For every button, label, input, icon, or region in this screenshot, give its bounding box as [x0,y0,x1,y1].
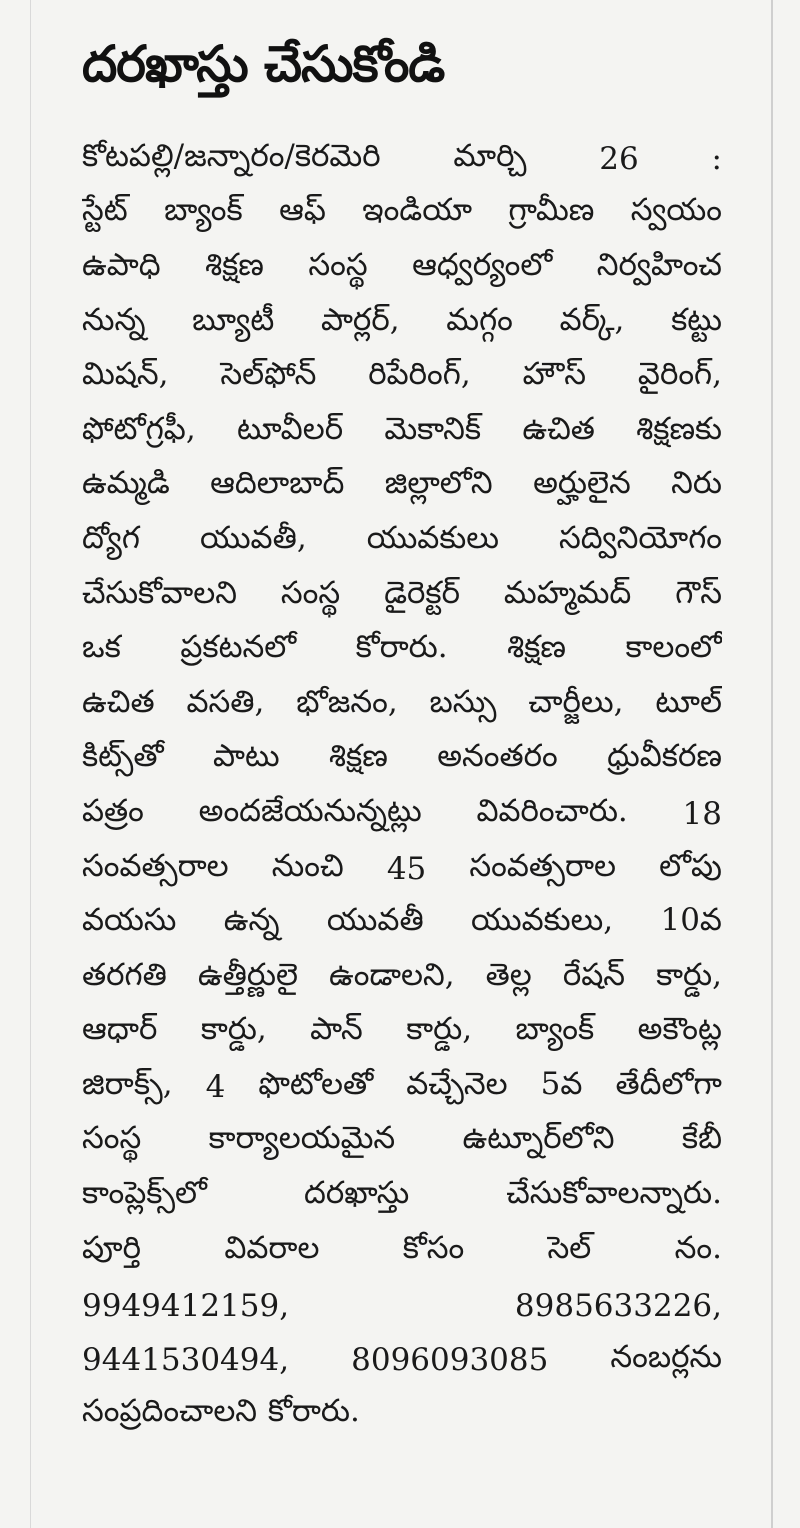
word: నిర్వహించ [596,246,722,283]
word: కోరారు. [355,629,448,666]
word: సంవత్సరాల [82,847,229,884]
word: 4 [205,1069,226,1106]
word: రేషన్ [562,956,626,993]
word: కాలంలో [625,629,722,666]
word: ప్రకటనలో [180,629,297,666]
article-line [82,678,722,733]
word: సంస్థ [82,1120,142,1157]
word: తెల్ల [485,956,532,993]
word: బ్యూటీ [192,301,275,338]
article-line [82,1169,722,1224]
word: శిక్షణ [205,246,264,283]
word: వైరింగ్, [637,356,722,393]
article-line [82,1060,722,1115]
word: ఉచిత [82,683,155,720]
word: ఉండాలని, [328,956,455,993]
word: యువతీ [326,902,424,939]
word: కార్డు, [406,1011,473,1048]
article-line [82,1278,722,1333]
article-body [82,132,722,1442]
article-line [82,405,722,460]
article-line [82,951,722,1006]
word: వర్క్, [559,301,625,338]
word: టూవీలర్ [237,410,344,447]
word: నుంచి [271,847,344,884]
word: 8985633226, [514,1287,722,1324]
word: ఉట్నూర్‌లోని [462,1120,615,1157]
word: 10వ [660,902,722,939]
column-rule-left [30,0,31,1528]
word: 18 [682,796,722,833]
word: ఆఫ్ [279,192,326,229]
word: రిపేరింగ్, [368,356,471,393]
word: మహ్మమద్ [503,574,632,611]
word: వసతి, [186,683,265,720]
word: మార్చి [453,137,527,174]
word: అందజేయనున్నట్లు [198,792,422,829]
article-line [82,241,722,296]
word: సంవత్సరాల [469,847,616,884]
word: వివరాల [224,1229,320,1266]
article-line [82,350,722,405]
article-line [82,623,722,678]
word: మిషన్, [82,356,169,393]
word: కట్టు [671,301,722,338]
word: వయసు [82,902,177,939]
word: పార్లర్, [320,301,400,338]
word: కేబీ [681,1120,722,1157]
word: గ్రామీణ [508,192,595,229]
word: ఉమ్మడి [82,465,170,502]
word: ఉన్న [223,902,280,939]
word: ఆధార్ [82,1011,158,1048]
word: 45 [386,851,427,888]
word: గౌస్ [675,574,722,611]
word: నం. [674,1229,722,1266]
word: 9441530494, [82,1342,290,1379]
word: కార్డు, [656,956,722,993]
article-line [82,132,722,187]
word: పాటు [212,738,280,775]
word: శిక్షణ [507,629,566,666]
word: మెకానిక్ [384,410,482,447]
word: సెల్ [547,1229,592,1266]
word: దరఖాస్తు [304,1175,410,1212]
article-line [82,1224,722,1279]
word: డైరెక్టర్ [384,574,460,611]
word: 9949412159, [82,1287,290,1324]
article-line [82,896,722,951]
word: తరగతి [82,956,167,993]
word: లోపు [659,847,722,884]
word: చార్జీలు, [528,683,624,720]
word: కోటపల్లి/జన్నారం/కెరమెరి [82,137,381,174]
word: కాంప్లెక్స్‌లో [82,1175,207,1212]
article-line [82,733,722,788]
word: వివరించారు. [476,792,628,829]
word: స్టేట్ [82,192,128,229]
word: సెల్‌ఫోన్ [220,356,317,393]
word: ఇండియా [362,192,473,229]
word: శిక్షణ [329,738,388,775]
word: కోసం [402,1229,465,1266]
word: నున్న [82,301,146,338]
word: శిక్షణకు [636,410,722,447]
word: జిరాక్స్, [82,1065,173,1102]
word: హౌస్ [522,356,587,393]
article-line [82,296,722,351]
word: ద్యోగ [82,519,140,556]
article-line [82,1388,722,1443]
word: స్వయం [630,192,722,229]
word: సద్వినియోగం [559,519,722,556]
word: : [711,141,722,178]
word: భోజనం, [296,683,398,720]
word: పత్రం [82,792,144,829]
word: కోరారు. [267,1393,360,1430]
article-line [82,514,722,569]
word: టూల్ [655,683,722,720]
word: యువతీ, [199,519,307,556]
word: నంబర్లను [610,1338,722,1375]
article-line [82,460,722,515]
article-headline: దరఖాస్తు చేసుకోండి [82,35,445,93]
article-line [82,1115,722,1170]
word: ధ్రువీకరణ [607,738,722,775]
article-line [82,787,722,842]
column-rule-right [771,0,773,1528]
word: బ్యాంక్ [515,1011,595,1048]
word: బస్సు [429,683,497,720]
word: అనంతరం [437,738,558,775]
word: ఒక [82,629,121,666]
word: కార్డు, [200,1011,267,1048]
word: యువకులు, [471,902,614,939]
word: అకౌంట్ల [637,1011,722,1048]
word: వచ్చేనెల [406,1065,508,1102]
word: ఆధ్వర్యంలో [412,246,553,283]
word: ఉత్తీర్ణులై [197,956,298,993]
word: 5వ [540,1065,583,1102]
article-line [82,569,722,624]
word: జిల్లాలోని [384,465,493,502]
word: సంస్థ [308,246,368,283]
article-line [82,187,722,242]
word: సంస్థ [280,574,341,611]
word: మగ్గం [446,301,513,338]
word: యువకులు [366,519,499,556]
word: కిట్స్‌తో [82,738,164,775]
article-line [82,1333,722,1388]
word: నిరు [671,465,722,502]
word: సంప్రదించాలని [82,1393,258,1430]
word: బ్యాంక్ [164,192,243,229]
word: చేసుకోవాలని [82,574,237,611]
word: కార్యాలయమైన [208,1120,396,1157]
word: ఉచిత [522,410,595,447]
word: పూర్తి [82,1229,141,1266]
word: 26 [599,141,639,178]
article-line [82,842,722,897]
word: తేదీలోగా [615,1065,722,1102]
word: పాన్ [310,1011,363,1048]
word: 8096093085 [351,1342,549,1379]
word: చేసుకోవాలన్నారు. [506,1175,722,1212]
word: ఉపాధి [82,246,161,283]
word: ఫోటోగ్రఫీ, [82,410,196,447]
word: అర్హులైన [533,465,631,502]
word: ఫొటోలతో [258,1065,374,1102]
article-line [82,1006,722,1061]
word: ఆదిలాబాద్ [210,465,345,502]
